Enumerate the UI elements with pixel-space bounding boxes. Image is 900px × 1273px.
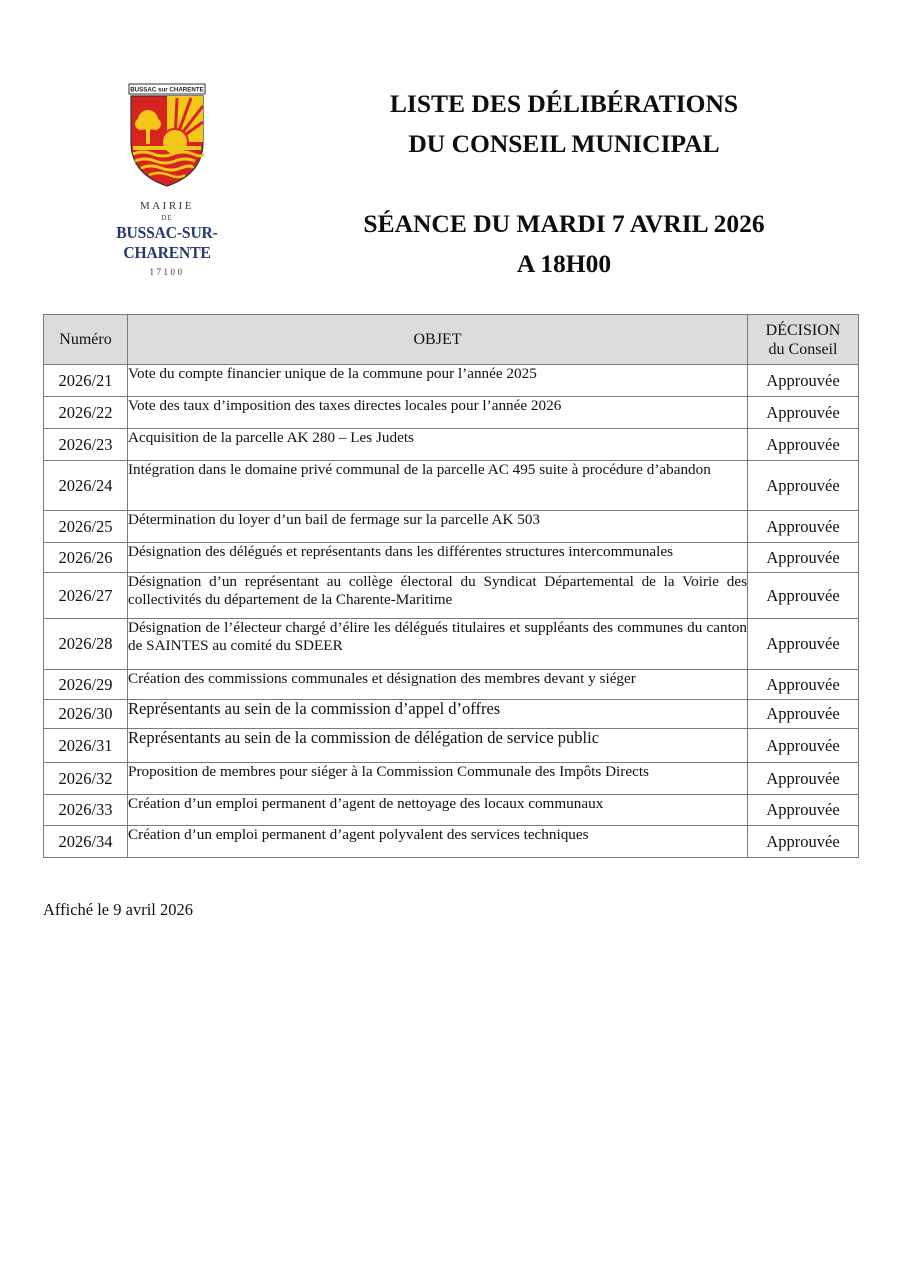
row-objet: Représentants au sein de la commission de délégation de service public	[128, 729, 748, 763]
row-decision: Approuvée	[748, 729, 859, 763]
row-decision: Approuvée	[748, 619, 859, 670]
row-numero: 2026/28	[44, 619, 128, 670]
table-row	[44, 365, 859, 397]
header-decision-line-1: DÉCISION	[765, 321, 841, 339]
header-numero: Numéro	[44, 315, 128, 365]
posting-date: Affiché le 9 avril 2026	[43, 900, 193, 919]
table-row	[44, 826, 859, 858]
row-objet: Intégration dans le domaine privé communal de la parcelle AC 495 suite à procédure d’abandon	[128, 461, 748, 511]
logo-town-name: BUSSAC-SUR-CHARENTE	[116, 223, 218, 262]
row-numero: 2026/33	[44, 795, 128, 826]
session-title	[320, 204, 808, 284]
row-objet: Création d’un emploi permanent d’agent polyvalent des services techniques	[128, 826, 748, 858]
table-row	[44, 543, 859, 573]
table-row	[44, 670, 859, 700]
logo-postcode: 17100	[149, 267, 185, 277]
header-objet: OBJET	[128, 315, 748, 365]
town-crest-icon	[125, 82, 209, 192]
row-numero: 2026/24	[44, 461, 128, 511]
row-objet: Désignation d’un représentant au collège électoral du Syndicat Départemental de la Voirie des collectivités du département de la Charente-Maritime	[128, 573, 748, 619]
row-decision: Approuvée	[748, 511, 859, 543]
crest-banner-text: BUSSAC sur CHARENTE	[130, 86, 204, 94]
row-objet: Représentants au sein de la commission d’appel d’offres	[128, 700, 748, 729]
table-row	[44, 573, 859, 619]
row-numero: 2026/21	[44, 365, 128, 397]
session-time: A 18H00	[516, 249, 612, 278]
table-row	[44, 700, 859, 729]
row-objet: Détermination du loyer d’un bail de fermage sur la parcelle AK 503	[128, 511, 748, 543]
logo-mairie-text: MAIRIE	[139, 200, 195, 212]
table-row	[44, 397, 859, 429]
title-line-1: LISTE DES DÉLIBÉRATIONS	[389, 89, 739, 118]
row-numero: 2026/31	[44, 729, 128, 763]
table-row	[44, 763, 859, 795]
row-numero: 2026/26	[44, 543, 128, 573]
table-row	[44, 429, 859, 461]
header-decision-line-2: du Conseil	[768, 340, 838, 358]
logo-de-text: DE	[161, 214, 173, 222]
table-row	[44, 729, 859, 763]
row-objet: Proposition de membres pour siéger à la Commission Communale des Impôts Directs	[128, 763, 748, 795]
row-decision: Approuvée	[748, 365, 859, 397]
row-decision: Approuvée	[748, 461, 859, 511]
row-decision: Approuvée	[748, 795, 859, 826]
row-objet: Création des commissions communales et désignation des membres devant y siéger	[128, 670, 748, 700]
row-numero: 2026/25	[44, 511, 128, 543]
row-objet: Désignation des délégués et représentants dans les différentes structures intercommunales	[128, 543, 748, 573]
row-numero: 2026/22	[44, 397, 128, 429]
row-decision: Approuvée	[748, 543, 859, 573]
row-decision: Approuvée	[748, 763, 859, 795]
municipal-logo	[72, 82, 262, 277]
table-header-row	[44, 315, 859, 365]
table-row	[44, 461, 859, 511]
table-row	[44, 619, 859, 670]
document-title	[320, 84, 808, 164]
row-objet: Vote du compte financier unique de la commune pour l’année 2025	[128, 365, 748, 397]
row-numero: 2026/23	[44, 429, 128, 461]
row-decision: Approuvée	[748, 429, 859, 461]
row-decision: Approuvée	[748, 826, 859, 858]
row-decision: Approuvée	[748, 700, 859, 729]
row-objet: Vote des taux d’imposition des taxes directes locales pour l’année 2026	[128, 397, 748, 429]
deliberations-table	[43, 314, 859, 858]
row-numero: 2026/30	[44, 700, 128, 729]
table-row	[44, 795, 859, 826]
row-decision: Approuvée	[748, 573, 859, 619]
row-decision: Approuvée	[748, 670, 859, 700]
row-numero: 2026/32	[44, 763, 128, 795]
row-objet: Création d’un emploi permanent d’agent de nettoyage des locaux communaux	[128, 795, 748, 826]
row-objet: Désignation de l’électeur chargé d’élire les délégués titulaires et suppléants des communes du canton de SAINTES au comité du SDEER	[128, 619, 748, 670]
table-row	[44, 511, 859, 543]
row-numero: 2026/29	[44, 670, 128, 700]
header-decision	[748, 315, 859, 365]
row-decision: Approuvée	[748, 397, 859, 429]
session-date: SÉANCE DU MARDI 7 AVRIL 2026	[363, 209, 765, 238]
row-numero: 2026/27	[44, 573, 128, 619]
row-objet: Acquisition de la parcelle AK 280 – Les Judets	[128, 429, 748, 461]
title-line-2: DU CONSEIL MUNICIPAL	[408, 129, 720, 158]
row-numero: 2026/34	[44, 826, 128, 858]
